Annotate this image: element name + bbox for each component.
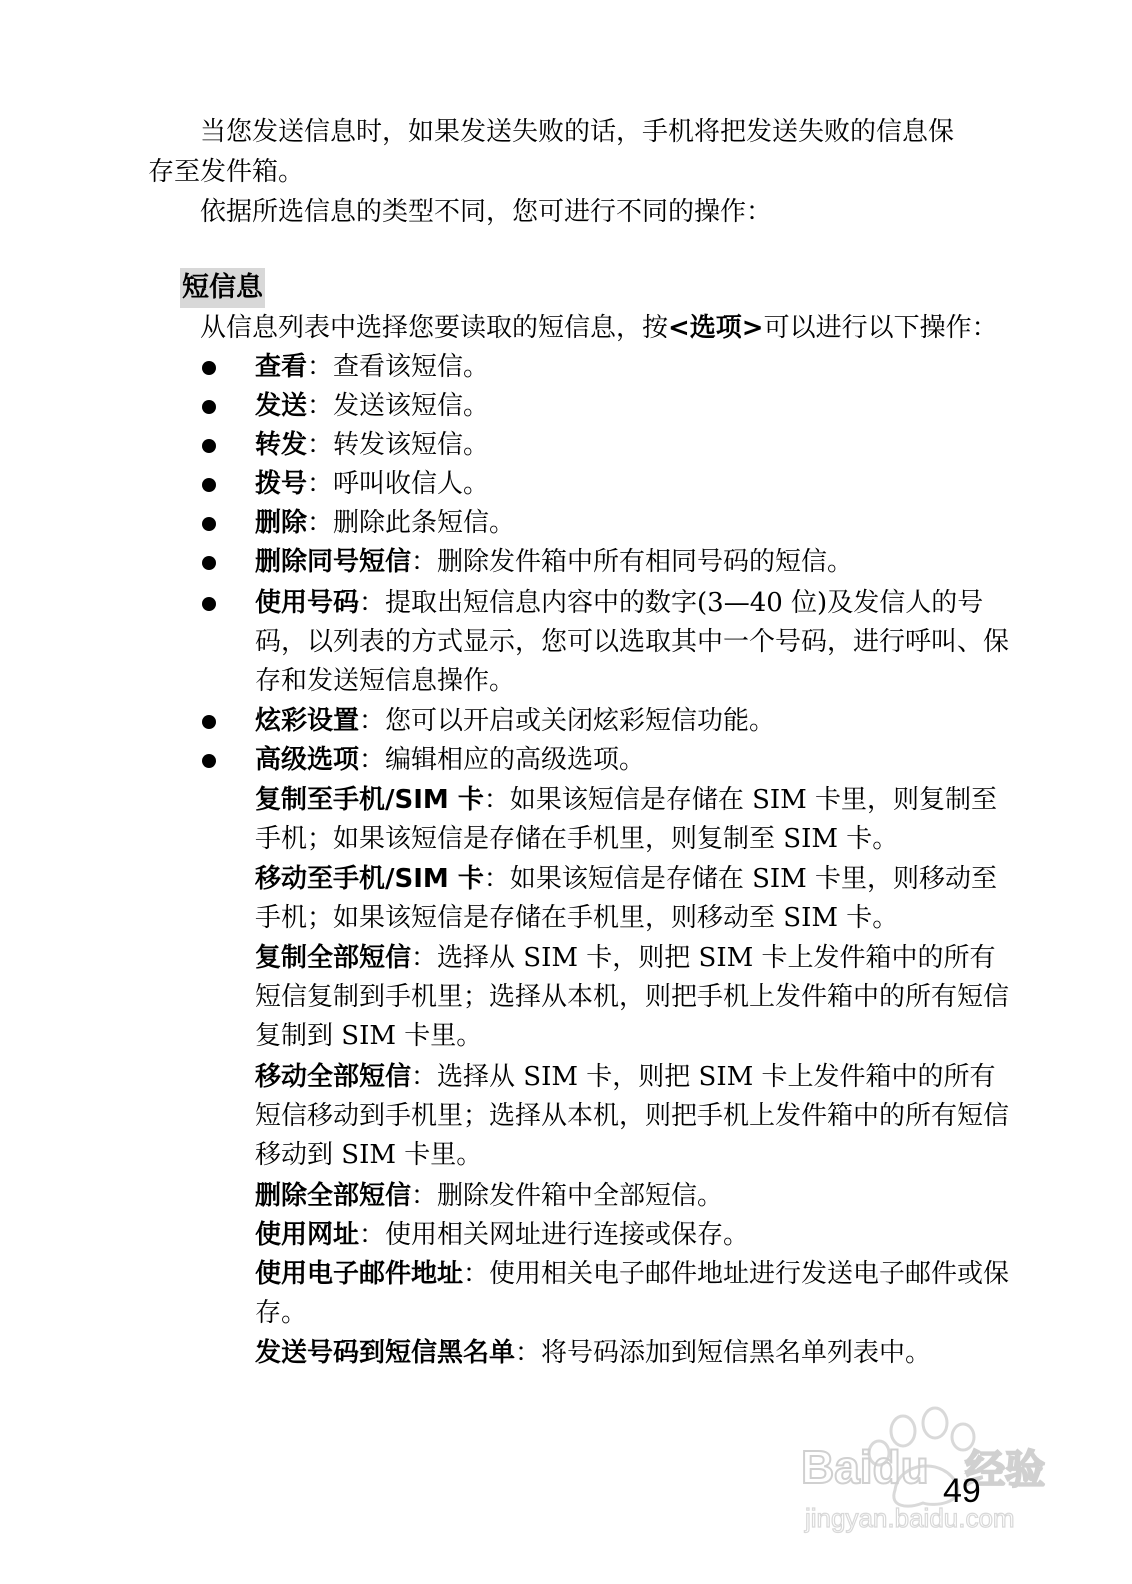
item-term: 发送 (255, 391, 308, 421)
item-desc: ：呼叫收信人。 (307, 469, 490, 499)
item-term: 复制全部短信 (255, 943, 412, 973)
item-desc: ：转发该短信。 (307, 430, 490, 460)
intro-line-1: 当您发送信息时，如果发送失败的话，手机将把发送失败的信息保 (200, 117, 955, 147)
list-item-send (255, 387, 1015, 426)
list-item-forward (255, 426, 1015, 465)
options-key: <选项> (668, 313, 764, 343)
sub-item-delete-all (255, 1177, 1015, 1216)
watermark-brand-cn: 经验 (965, 1447, 1045, 1493)
item-term: 使用号码 (255, 588, 360, 618)
list-item-delete-same-number (255, 543, 1015, 582)
list-item-color-settings (255, 702, 1015, 741)
item-desc: ：删除发件箱中所有相同号码的短信。 (411, 547, 854, 577)
item-desc: ：如果该短信是存储在 SIM 卡里，则复制至手机；如果该短信是存储在手机里，则复制至 SIM 卡。 (255, 785, 998, 854)
intro-paragraph-2: 依据所选信息的类型不同，您可进行不同的操作： (200, 197, 773, 227)
sub-item-copy-all (255, 939, 1015, 1056)
sub-item-copy-to-phone-sim (255, 781, 1015, 859)
section-heading: 短信息 (180, 268, 265, 308)
item-desc: ：您可以开启或关闭炫彩短信功能。 (359, 706, 776, 736)
item-desc: ：使用相关网址进行连接或保存。 (359, 1220, 750, 1250)
item-desc: ：提取出短信息内容中的数字(3—40 位)及发信人的号码，以列表的方式显示，您可以选取其中一个号码，进行呼叫、保存和发送短信息操作。 (255, 588, 1010, 696)
item-term: 查看 (255, 352, 308, 382)
bullet-dot (202, 478, 216, 492)
item-desc: ：如果该短信是存储在 SIM 卡里，则移动至手机；如果该短信是存储在手机里，则移动至 SIM 卡。 (255, 864, 998, 933)
list-item-use-number (255, 584, 1015, 701)
bullet-dot (202, 597, 216, 611)
list-item-dial (255, 465, 1015, 504)
item-term: 删除全部短信 (255, 1181, 412, 1211)
sub-item-use-url (255, 1216, 1015, 1255)
bullet-dot (202, 439, 216, 453)
item-term: 移动至手机/SIM 卡 (255, 864, 484, 894)
section-lead (200, 308, 998, 348)
item-desc: ：使用相关电子邮件地址进行发送电子邮件或保存。 (255, 1259, 1010, 1328)
bullet-dot (202, 400, 216, 414)
item-desc: ：选择从 SIM 卡，则把 SIM 卡上发件箱中的所有短信移动到手机里；选择从本机，则把手机上发件箱中的所有短信移动到 SIM 卡里。 (255, 1062, 1010, 1170)
bullet-dot (202, 556, 216, 570)
item-term: 使用电子邮件地址 (255, 1259, 464, 1289)
item-desc: ：删除此条短信。 (307, 508, 516, 538)
sub-item-move-all (255, 1058, 1015, 1175)
item-desc: ：发送该短信。 (307, 391, 490, 421)
item-term: 高级选项 (255, 745, 360, 775)
item-term: 拨号 (255, 469, 308, 499)
item-desc: ：删除发件箱中全部短信。 (411, 1181, 724, 1211)
item-term: 删除同号短信 (255, 547, 412, 577)
bullet-dot (202, 754, 216, 768)
item-desc: ：查看该短信。 (307, 352, 490, 382)
sub-item-use-email (255, 1255, 1015, 1333)
bullet-dot (202, 715, 216, 729)
item-term: 发送号码到短信黑名单 (255, 1338, 516, 1368)
list-item-view (255, 348, 1015, 387)
sub-item-send-to-blacklist (255, 1334, 1015, 1373)
list-item-delete (255, 504, 1015, 543)
bullet-dot (202, 517, 216, 531)
intro-line-2: 存至发件箱。 (148, 157, 305, 187)
item-term: 炫彩设置 (255, 706, 360, 736)
sub-item-move-to-phone-sim (255, 860, 1015, 938)
bullet-dot (202, 361, 216, 375)
item-desc: ：编辑相应的高级选项。 (359, 745, 646, 775)
item-term: 移动全部短信 (255, 1062, 412, 1092)
item-term: 使用网址 (255, 1220, 360, 1250)
item-term: 复制至手机/SIM 卡 (255, 785, 484, 815)
item-term: 转发 (255, 430, 308, 460)
item-term: 删除 (255, 508, 308, 538)
watermark-brand: Baidu (801, 1441, 929, 1493)
baidu-watermark (795, 1395, 1065, 1545)
item-desc: ：选择从 SIM 卡，则把 SIM 卡上发件箱中的所有短信复制到手机里；选择从本机，则把手机上发件箱中的所有短信复制到 SIM 卡里。 (255, 943, 1010, 1051)
watermark-url: jingyan.baidu.com (805, 1503, 1015, 1533)
page-number: 49 (943, 1472, 981, 1510)
item-desc: ：将号码添加到短信黑名单列表中。 (515, 1338, 932, 1368)
list-item-advanced-options (255, 741, 1015, 780)
lead-text-post: 可以进行以下操作： (763, 313, 998, 343)
lead-text-pre: 从信息列表中选择您要读取的短信息，按 (200, 313, 669, 343)
